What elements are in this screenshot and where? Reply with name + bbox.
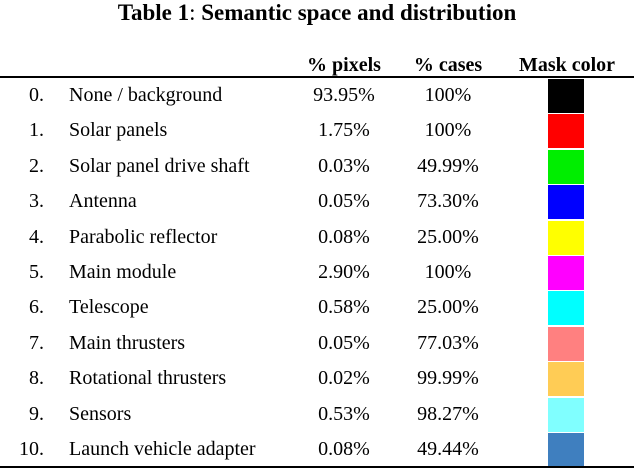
mask-color-swatch	[548, 362, 584, 396]
row-pixels-value: 0.53%	[318, 402, 370, 425]
row-index: 8.	[29, 367, 44, 390]
row-pixels-value: 0.58%	[318, 296, 370, 319]
row-cases-value: 99.99%	[417, 367, 479, 390]
mask-color-swatch	[548, 114, 584, 148]
mask-color-swatch	[548, 150, 584, 184]
row-cases-value: 49.44%	[417, 438, 479, 460]
row-cases-value: 100%	[424, 261, 472, 283]
header-rule	[0, 76, 634, 78]
row-pixels-value: 0.05%	[318, 190, 370, 213]
mask-color-swatch	[548, 327, 584, 361]
mask-color-swatch	[548, 79, 584, 113]
row-pixels-value: 0.02%	[318, 367, 370, 390]
table-caption-label: Table 1	[117, 0, 190, 25]
mask-color-swatch	[548, 291, 584, 325]
table-caption-separator: :	[189, 0, 196, 25]
row-class-name: Main thrusters	[69, 331, 186, 354]
row-index: 9.	[29, 402, 44, 425]
row-index: 4.	[29, 225, 44, 248]
row-cases-value: 77.03%	[417, 331, 479, 354]
header-cases: % cases	[413, 54, 483, 76]
row-pixels-value: 0.08%	[318, 438, 370, 460]
row-pixels-value: 1.75%	[318, 119, 370, 142]
row-class-name: Antenna	[69, 190, 137, 213]
row-class-name: Solar panels	[69, 119, 168, 142]
row-cases-value: 98.27%	[417, 402, 479, 425]
mask-color-swatch	[548, 398, 584, 432]
mask-color-swatch	[548, 221, 584, 255]
row-class-name: Telescope	[69, 296, 149, 319]
row-index: 3.	[29, 190, 44, 213]
row-class-name: Parabolic reflector	[69, 225, 218, 248]
row-class-name: Rotational thrusters	[69, 367, 227, 390]
row-cases-value: 25.00%	[417, 225, 479, 248]
row-class-name: Main module	[69, 261, 177, 283]
row-class-name: Launch vehicle adapter	[69, 438, 256, 460]
row-cases-value: 25.00%	[417, 296, 479, 319]
row-pixels-value: 0.03%	[318, 154, 370, 177]
row-class-name: Sensors	[69, 402, 132, 425]
header-pixels: % pixels	[307, 54, 381, 76]
row-index: 10.	[19, 438, 44, 460]
row-pixels-value: 2.90%	[318, 261, 370, 283]
mask-color-swatch	[548, 185, 584, 219]
mask-color-swatch	[548, 256, 584, 290]
row-cases-value: 100%	[424, 84, 472, 106]
row-index: 2.	[29, 154, 44, 177]
row-cases-value: 49.99%	[417, 154, 479, 177]
header-mask-color: Mask color	[518, 54, 616, 76]
table-caption-text: Semantic space and distribution	[195, 0, 517, 25]
row-pixels-value: 93.95%	[313, 84, 375, 106]
row-pixels-value: 0.08%	[318, 225, 370, 248]
row-index: 7.	[29, 331, 44, 354]
row-cases-value: 100%	[424, 119, 472, 142]
row-index: 1.	[29, 119, 44, 142]
mask-color-swatch	[548, 433, 584, 467]
row-class-name: Solar panel drive shaft	[69, 154, 250, 177]
row-cases-value: 73.30%	[417, 190, 479, 213]
row-index: 6.	[29, 296, 44, 319]
row-index: 0.	[29, 84, 44, 106]
table-caption	[0, 0, 634, 26]
row-pixels-value: 0.05%	[318, 331, 370, 354]
row-index: 5.	[29, 261, 44, 283]
row-class-name: None / background	[69, 84, 223, 106]
bottom-rule	[0, 466, 634, 468]
